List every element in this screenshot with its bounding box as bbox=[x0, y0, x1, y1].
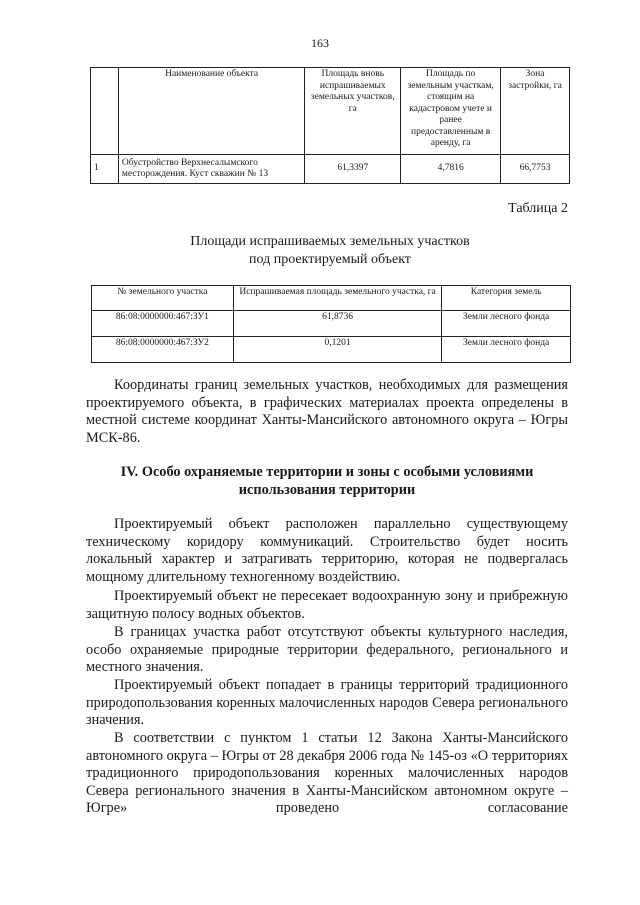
plot-category: Земли лесного фонда bbox=[442, 337, 571, 363]
header-cell: № земельного участка bbox=[92, 286, 234, 311]
existing-area-value: 4,7816 bbox=[401, 155, 501, 184]
coordinates-paragraph: Координаты границ земельных участков, необходимых для размещения проектируемого объекта, в графических материалах проекта определены в местной системе координат Ханты-Мансийского автономного округа – Югры МСК-86. bbox=[86, 377, 568, 446]
header-cell bbox=[91, 68, 119, 155]
header-cell: Наименование объекта bbox=[118, 68, 304, 155]
header-cell: Площадь вновь испрашиваемых земельных участков, га bbox=[305, 68, 401, 155]
section-heading: IV. Особо охраняемые территории и зоны с особыми условиями использования территории bbox=[120, 464, 534, 498]
table-header-row bbox=[92, 286, 571, 311]
row-number: 1 bbox=[91, 155, 119, 184]
table-row bbox=[92, 311, 571, 337]
table-row bbox=[91, 155, 570, 184]
body-paragraph: Проектируемый объект расположен параллельно существующему техническому коридору коммуникаций. Строительство будет носить локальный характер и затрагивать территорию, которая не подвергалась мощному длительному техногенному воздействию. bbox=[86, 516, 568, 585]
header-cell: Категория земель bbox=[442, 286, 571, 311]
table-title bbox=[0, 233, 640, 269]
body-paragraph: В соответствии с пунктом 1 статьи 12 Закона Ханты-Мансийского автономного округа – Югры от 28 декабря 2006 года № 145-оз «О территориях традиционного природопользования коренных малочисленных народов Севера регионального значения в Ханты-Мансийском автономном округе – Югре» проведено согласование bbox=[86, 730, 568, 816]
table-title-line: Площади испрашиваемых земельных участков bbox=[190, 234, 470, 249]
body-paragraph: В границах участка работ отсутствуют объекты культурного наследия, особо охраняемые природные территории федерального, регионального и местного значения. bbox=[86, 624, 568, 675]
table-title-line: под проектируемый объект bbox=[249, 252, 411, 267]
object-name: Обустройство Верхнесалымского месторождения. Куст скважин № 13 bbox=[118, 155, 304, 184]
plot-category: Земли лесного фонда bbox=[442, 311, 571, 337]
plot-area: 0,1201 bbox=[233, 337, 441, 363]
header-cell: Зона застройки, га bbox=[501, 68, 570, 155]
body-paragraph: Проектируемый объект попадает в границы территорий традиционного природопользования коренных малочисленных народов Севера регионального значения. bbox=[86, 677, 568, 728]
header-cell: Испрашиваемая площадь земельного участка, га bbox=[233, 286, 441, 311]
table-header-row bbox=[91, 68, 570, 155]
land-plots-table bbox=[91, 285, 571, 363]
new-area-value: 61,3397 bbox=[305, 155, 401, 184]
plot-id: 86:08:0000000:467:ЗУ1 bbox=[92, 311, 234, 337]
table-caption: Таблица 2 bbox=[508, 201, 568, 216]
header-cell: Площадь по земельным участкам, стоящим на кадастровом учете и ранее предоставленным в аренду, га bbox=[401, 68, 501, 155]
zone-area-value: 66,7753 bbox=[501, 155, 570, 184]
page-number: 163 bbox=[311, 36, 329, 50]
object-area-table bbox=[90, 67, 570, 184]
table-row bbox=[92, 337, 571, 363]
plot-area: 61,8736 bbox=[233, 311, 441, 337]
plot-id: 86:08:0000000:467:ЗУ2 bbox=[92, 337, 234, 363]
body-paragraph: Проектируемый объект не пересекает водоохранную зону и прибрежную защитную полосу водных объектов. bbox=[86, 588, 568, 622]
